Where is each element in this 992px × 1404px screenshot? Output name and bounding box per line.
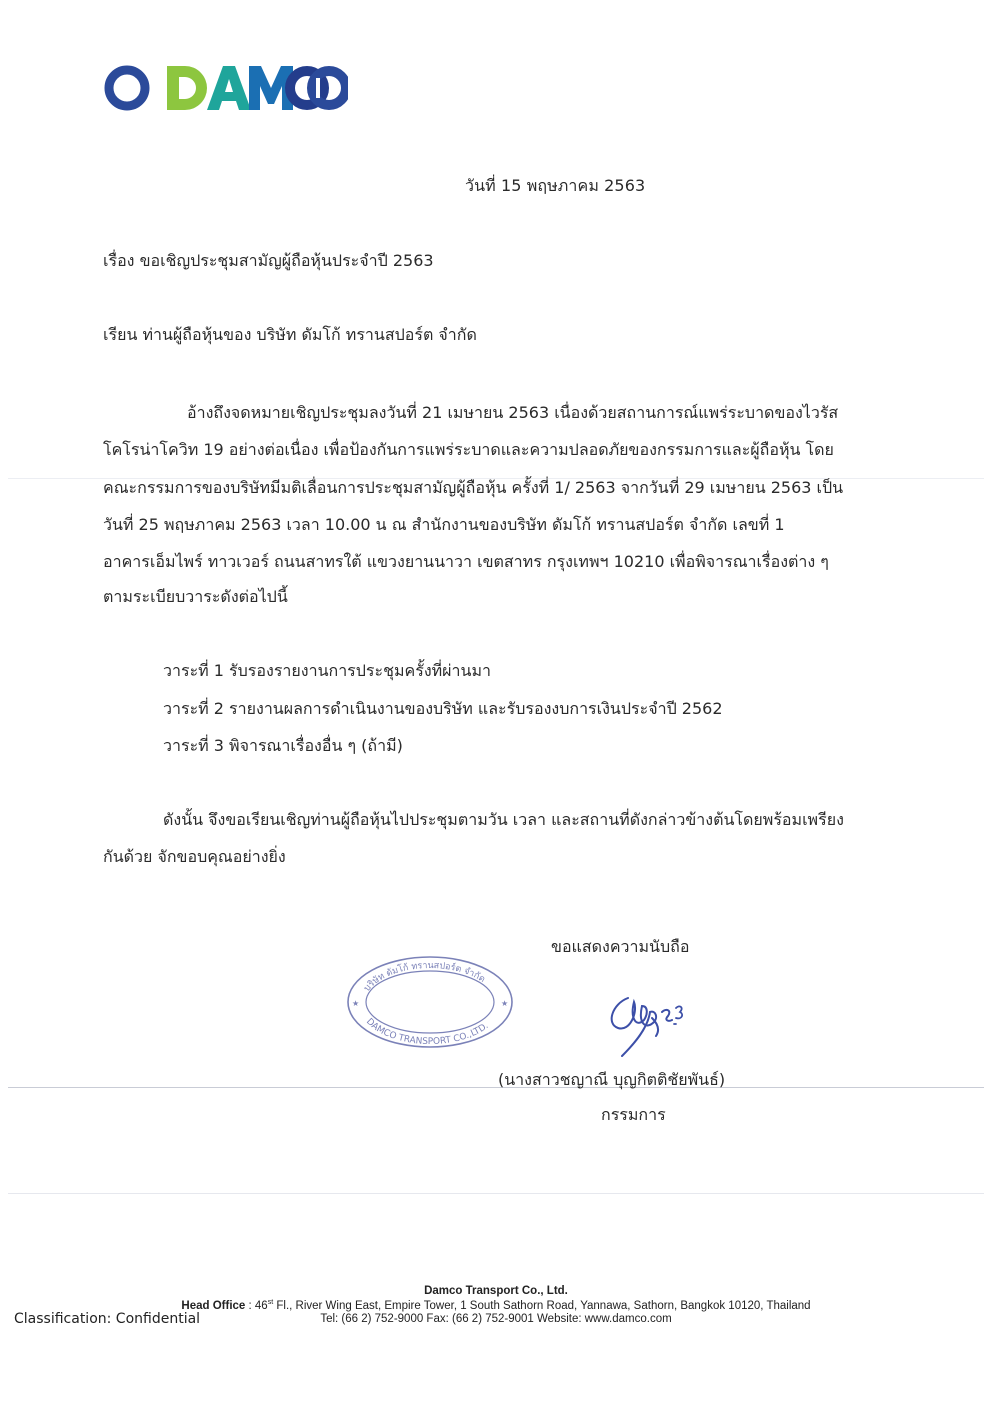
- letter-date: วันที่ 15 พฤษภาคม 2563: [465, 176, 646, 195]
- footer-contact: Tel: (66 2) 752-9000 Fax: (66 2) 752-9001 Website: www.damco.com: [320, 1313, 672, 1325]
- scan-line: [8, 1193, 984, 1194]
- agenda-item-3: วาระที่ 3 พิจารณาเรื่องอื่น ๆ (ถ้ามี): [163, 736, 403, 755]
- svg-text:★: ★: [352, 999, 360, 1008]
- signatory-title: กรรมการ: [601, 1105, 666, 1124]
- body-line-2: โคโรน่าโควิท 19 อย่างต่อเนื่อง เพื่อป้องกันการแพร่ระบาดและความปลอดภัยของกรรมการและผู้ถือหุ้น โดย: [103, 440, 834, 459]
- conclusion-line-1: ดังนั้น จึงขอเรียนเชิญท่านผู้ถือหุ้นไปประชุมตามวัน เวลา และสถานที่ดังกล่าวข้างต้นโดยพร้อมเพรียง: [163, 810, 844, 829]
- logo-ring: [109, 70, 145, 106]
- agenda-item-1: วาระที่ 1 รับรองรายงานการประชุมครั้งที่ผ่านมา: [163, 661, 492, 680]
- conclusion-line-2: กันด้วย จักขอบคุณอย่างยิ่ง: [103, 847, 286, 866]
- letter-recipient: เรียน ท่านผู้ถือหุ้นของ บริษัท ดัมโก้ ทรานสปอร์ต จำกัด: [103, 325, 477, 344]
- scan-line: [8, 1087, 984, 1088]
- body-line-6: ตามระเบียบวาระดังต่อไปนี้: [103, 587, 288, 606]
- body-line-1: อ้างถึงจดหมายเชิญประชุมลงวันที่ 21 เมษายน 2563 เนื่องด้วยสถานการณ์แพร่ระบาดของไวรัส: [187, 403, 839, 422]
- svg-text:★: ★: [501, 999, 509, 1008]
- letter-subject: เรื่อง ขอเชิญประชุมสามัญผู้ถือหุ้นประจำปี 2563: [103, 251, 434, 270]
- svg-text:DAMCO TRANSPORT CO.,LTD.: [364, 1017, 491, 1047]
- footer-address-sup: st: [267, 1299, 274, 1306]
- classification-label: Classification: Confidential: [14, 1311, 201, 1327]
- body-line-5: อาคารเอ็มไพร์ ทาวเวอร์ ถนนสาทรใต้ แขวงยานนาวา เขตสาทร กรุงเทพฯ 10210 เพื่อพิจารณาเรื่องต่าง ๆ: [103, 552, 829, 571]
- stamp-thai-text: บริษัท ดัมโก้ ทรานสปอร์ต จำกัด: [362, 960, 487, 994]
- footer-company-name: Damco Transport Co., Ltd.: [424, 1285, 568, 1297]
- footer-address-prefix: : 46: [245, 1299, 268, 1312]
- footer-address-label: Head Office: [181, 1299, 246, 1312]
- stamp-english-text: DAMCO TRANSPORT CO.,LTD.: [363, 1016, 491, 1048]
- body-line-4: วันที่ 25 พฤษภาคม 2563 เวลา 10.00 น ณ สำนักงานของบริษัท ดัมโก้ ทรานสปอร์ต จำกัด เลขที่ 1: [103, 515, 785, 534]
- company-stamp: [344, 952, 516, 1052]
- footer-address-rest: Fl., River Wing East, Empire Tower, 1 South Sathorn Road, Yannawa, Sathorn, Bangkok 10120, Thailand: [273, 1299, 811, 1312]
- body-line-3: คณะกรรมการของบริษัทมีมติเลื่อนการประชุมสามัญผู้ถือหุ้น ครั้งที่ 1/ 2563 จากวันที่ 29 เมษายน 2563 เป็น: [103, 478, 844, 497]
- logo-letter-a: [207, 66, 251, 110]
- agenda-item-2: วาระที่ 2 รายงานผลการดำเนินงานของบริษัท และรับรองงบการเงินประจำปี 2562: [163, 699, 723, 718]
- footer-address: [0, 1299, 992, 1312]
- closing-salutation: ขอแสดงความนับถือ: [551, 937, 690, 956]
- handwritten-signature: [598, 984, 694, 1064]
- signatory-name: (นางสาวชญาณี บุญกิตติชัยพันธ์): [498, 1070, 726, 1089]
- logo-letter-d: [167, 66, 207, 110]
- damco-logo: [103, 60, 348, 116]
